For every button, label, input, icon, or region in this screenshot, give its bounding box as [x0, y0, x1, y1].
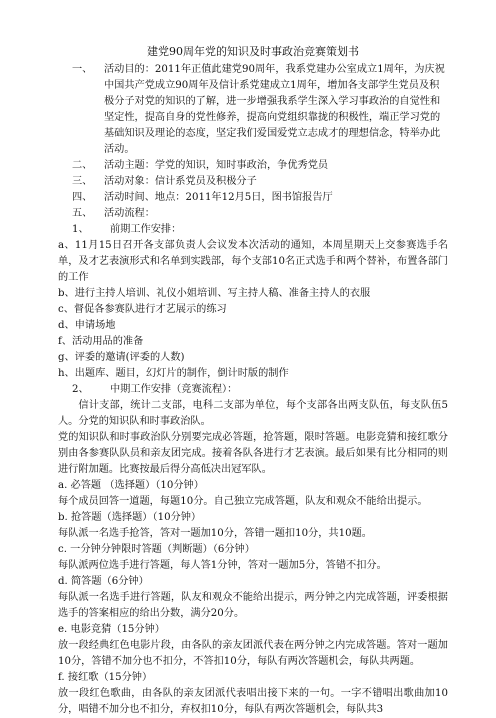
section-number: 四、 — [72, 192, 93, 203]
round-description: 每队派一名选手抢答，答对一题加10分，答错一题扣10分，共10题。 — [58, 528, 372, 539]
section-text: 活动主题：学党的知识，知时事政治，争优秀党员 — [104, 160, 329, 171]
prep-item: a、11月15日召开各支部负责人会议发本次活动的通知，本周星期天上交参赛选手名单，及才艺表演形式和名单到实践部，每个支部10名正式选手和两个替补，布置各部门的工作 — [58, 240, 448, 283]
round-list — [58, 478, 448, 718]
round-heading: f. 接红歌（15分钟） — [58, 672, 153, 683]
subsection-mid — [58, 382, 448, 398]
round-heading: d. 简答题（6分钟） — [58, 576, 149, 587]
round-heading: b. 抢答题（选择题）（10分钟） — [58, 512, 202, 523]
round-description: 每个成员回答一道题，每题10分。自己独立完成答题，队友和观众不能给出提示。 — [58, 496, 428, 507]
subsection-heading: 前期工作安排： — [110, 224, 182, 235]
section-item — [58, 174, 448, 190]
round-heading: c. 一分钟分钟限时答题（判断题）（6分钟） — [58, 544, 255, 555]
round-heading: e. 电影竞猜（15分钟） — [58, 624, 165, 635]
section-item — [58, 62, 448, 158]
section-text: 活动目的：2011年正值此建党90周年，我系党建办公室成立1周年，为庆祝中国共产党成立90周年及信计系党建成立1周年，增加各支部学生党员及积极分子对党的知识的了解，进一步增强我系学生深入学习事政治的自觉性和坚定性，提高自身的党性修养，提高向党组织靠拢的积极性，端正学习党的基础知识及理论的态度，坚定我们爱国爱党立志成才的理想信念，特举办此活动。 — [104, 64, 445, 155]
section-text: 活动时间、地点：2011年12月5日，图书馆报告厅 — [104, 192, 333, 203]
round-description: 放一段经典红色电影片段，由各队的亲友团派代表在两分钟之内完成答题。答对一题加10分，答错不加分也不扣分，不答扣10分，每队有两次答题机会，每队共两题。 — [58, 640, 448, 667]
subsection-number: 1、 — [72, 224, 89, 235]
section-number: 二、 — [72, 160, 93, 171]
section-item — [58, 158, 448, 174]
prep-item: d、申请场地 — [58, 320, 116, 331]
section-item — [58, 206, 448, 222]
section-list — [58, 62, 448, 222]
round-description: 每队派两位选手进行答题，每人答1分钟，答对一题加5分，答错不扣分。 — [58, 560, 387, 571]
section-text: 活动对象：信计系党员及积极分子 — [104, 176, 257, 187]
intro-paragraph: 信计支部，统计二支部，电科二支部为单位，每个支部各出两支队伍，每支队伍5人。分党的知识队和时事政治队。 — [58, 400, 448, 427]
section-number: 一、 — [72, 64, 93, 75]
subsection-number: 2、 — [72, 384, 89, 395]
section-number: 三、 — [72, 176, 93, 187]
section-text: 活动流程： — [104, 208, 155, 219]
prep-item: h、出题库、题目，幻灯片的制作，倒计时版的制作 — [58, 368, 289, 379]
section-number: 五、 — [72, 208, 93, 219]
subsection-heading: 中期工作安排（竞赛流程）： — [110, 384, 238, 395]
prep-item-list — [58, 238, 448, 382]
rules-paragraph: 党的知识队和时事政治队分别要完成必答题，抢答题，限时答题。电影竞猜和接红歌分别由各参赛队队员和亲友团完成。接着各队各进行才艺表演。最后如果有比分相同的则进行附加题。比赛按最后得分高低决出冠军队。 — [58, 432, 448, 475]
round-heading: a. 必答题 （选择题）（10分钟） — [58, 480, 204, 491]
round-description: 放一段红色歌曲，由各队的亲友团派代表唱出接下来的一句。一字不错唱出歌曲加10分，唱错不加分也不扣分，弃权扣10分，每队有两次答题机会，每队共3 — [58, 688, 448, 715]
prep-item: b、进行主持人培训、礼仪小姐培训、写主持人稿、准备主持人的衣服 — [58, 288, 371, 299]
prep-item: c、督促各参赛队进行才艺展示的练习 — [58, 304, 227, 315]
prep-item: g、评委的邀请(评委的人数) — [58, 352, 185, 363]
subsection-prep — [58, 222, 448, 238]
prep-item: f、活动用品的准备 — [58, 336, 144, 347]
section-item — [58, 190, 448, 206]
round-description: 每队派一名选手进行答题，队友和观众不能给出提示，两分钟之内完成答题，评委根据选手的答案相应的给出分数，满分20分。 — [58, 592, 448, 619]
document-title: 建党90周年党的知识及时事政治竞赛策划书 — [147, 45, 359, 58]
